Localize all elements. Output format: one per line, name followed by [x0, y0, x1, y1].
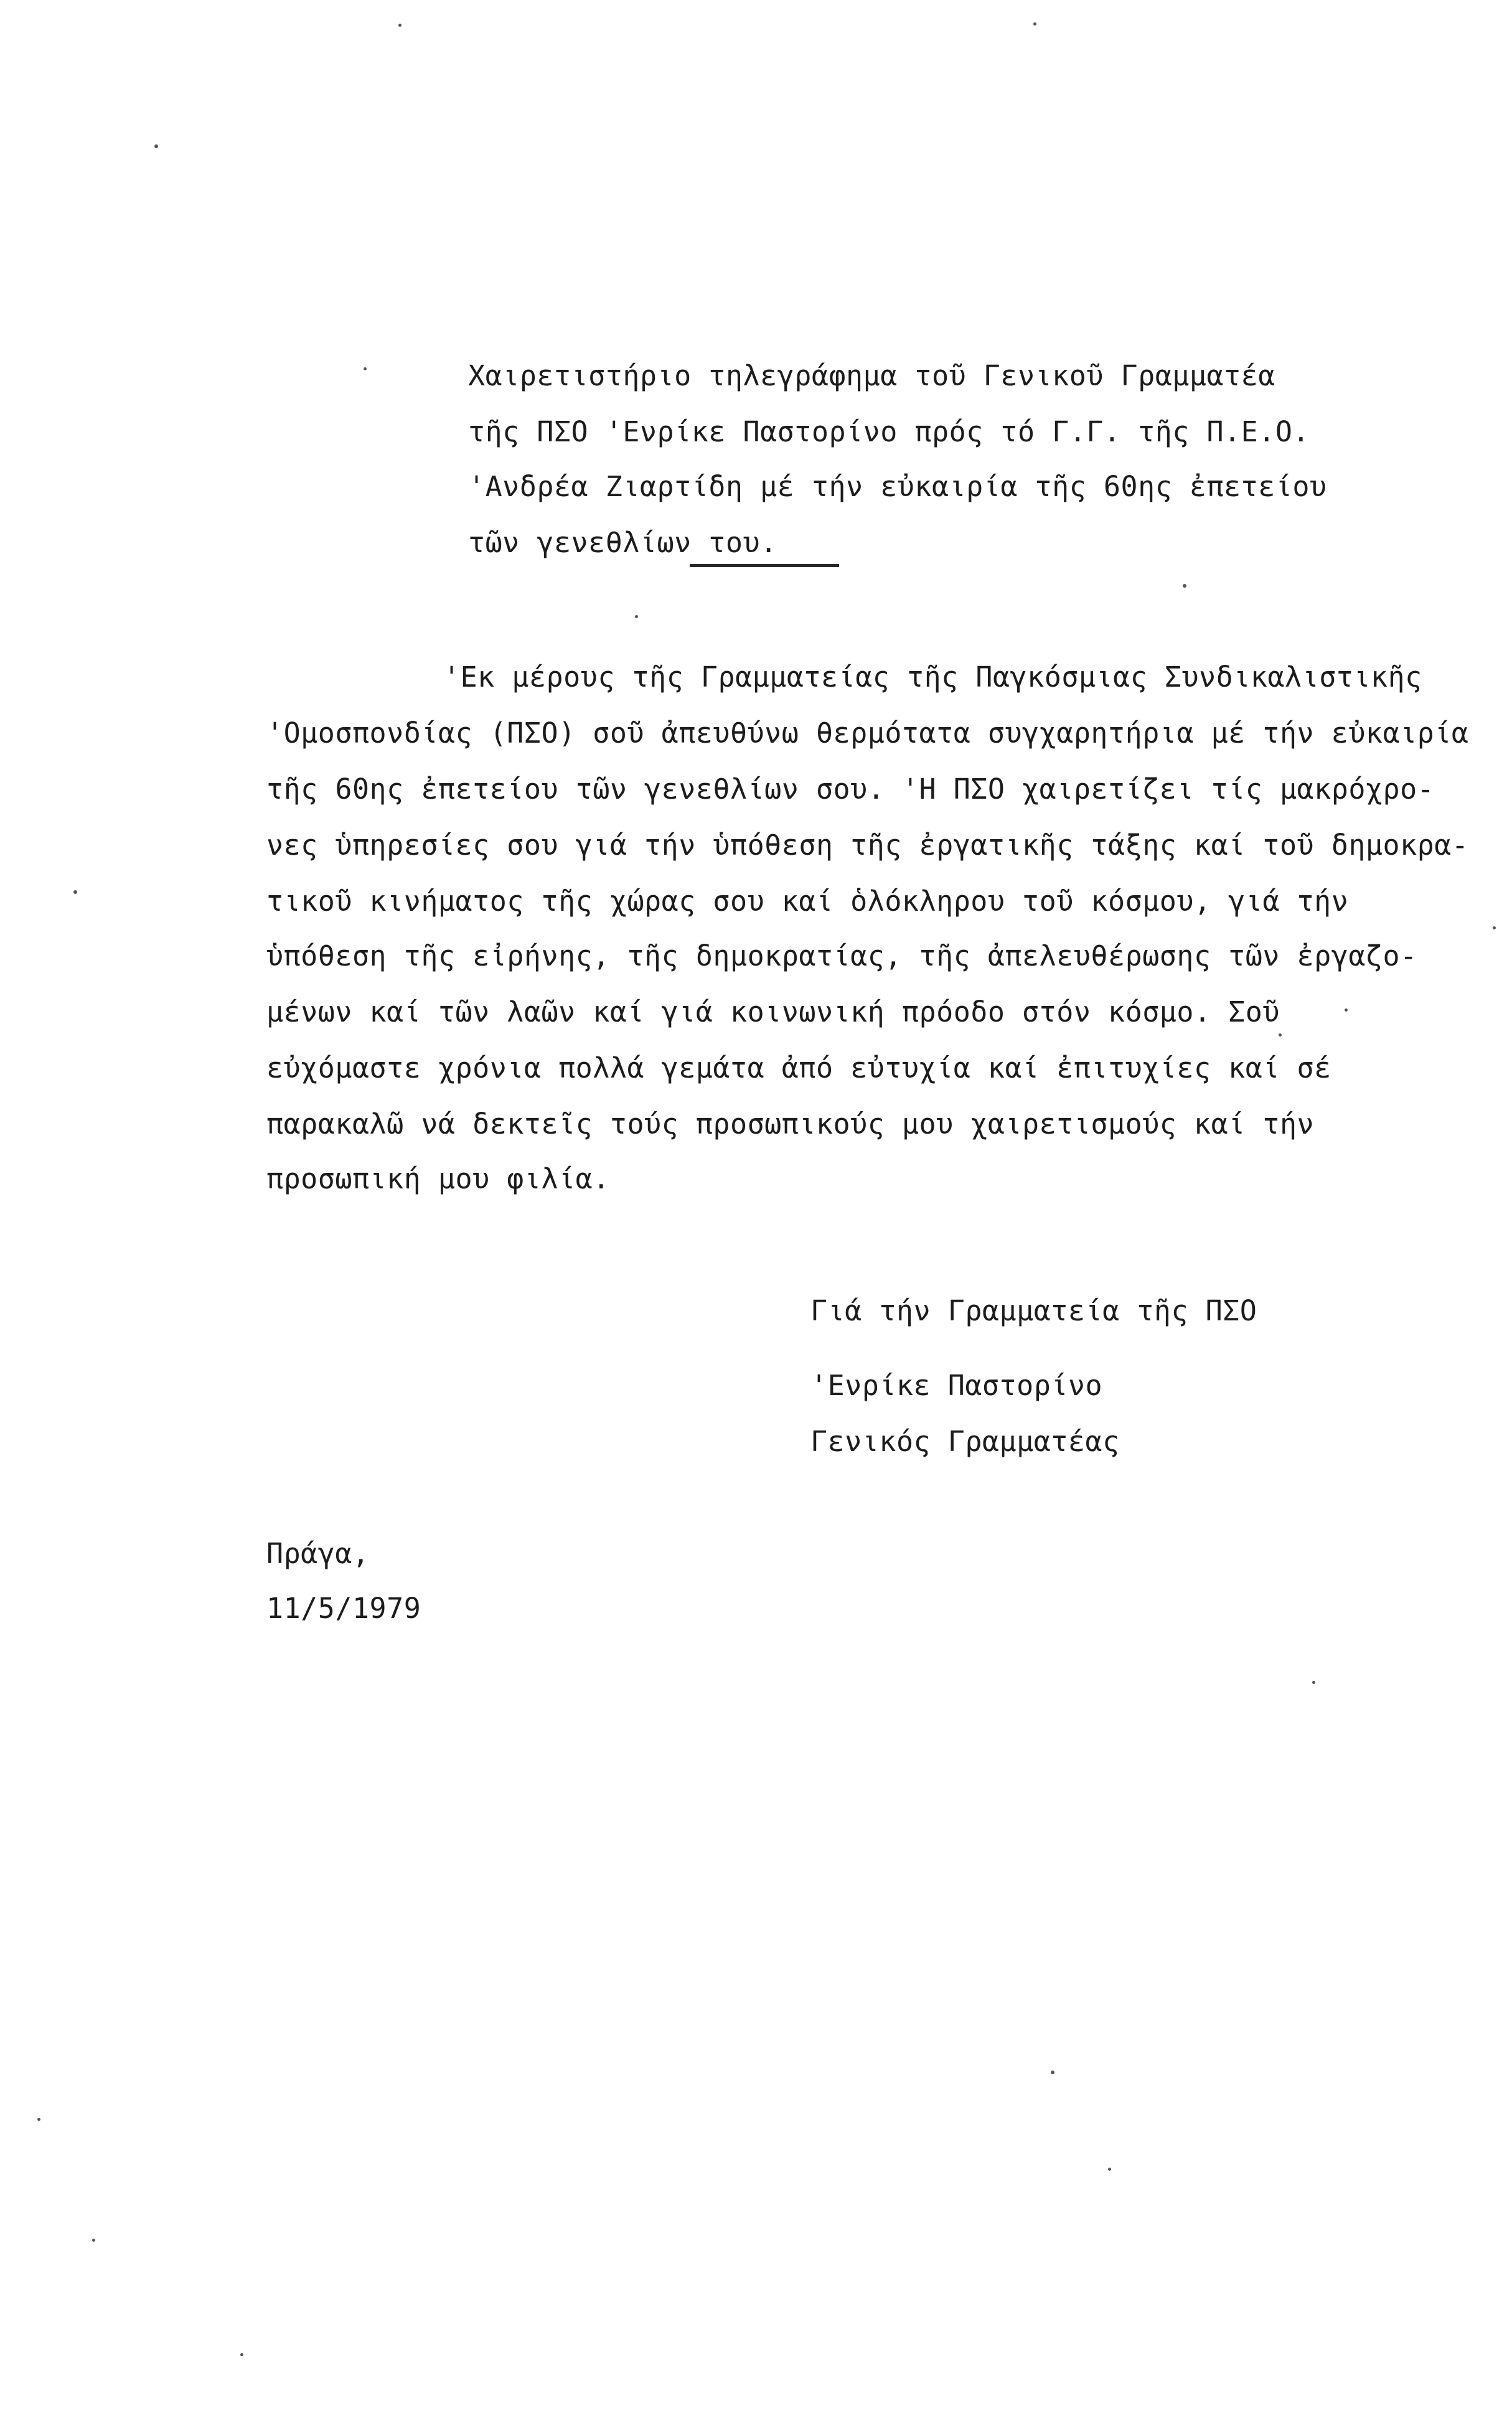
body-line-5: τικοῦ κινήματος τῆς χώρας σου καί ὁλόκληρου τοῦ κόσμου, γιά τήν: [266, 885, 1349, 918]
title-line-4: τῶν γενεθλίων του.: [468, 526, 777, 559]
scan-speck: [37, 2118, 40, 2121]
title-line-2: τῆς ΠΣΟ 'Ενρίκε Παστορίνο πρός τό Γ.Γ. τῆς Π.Ε.Ο.: [468, 415, 1310, 448]
scan-speck: [1108, 2168, 1111, 2171]
title-line-1: Χαιρετιστήριο τηλεγράφημα τοῦ Γενικοῦ Γραμματέα: [468, 359, 1275, 392]
scan-speck: [1493, 926, 1496, 929]
body-line-3: τῆς 60ης ἐπετείου τῶν γενεθλίων σου. 'Η ΠΣΟ χαιρετίζει τίς μακρόχρο-: [266, 773, 1435, 806]
scan-speck: [635, 615, 638, 618]
body-line-10: προσωπική μου φιλία.: [266, 1162, 610, 1195]
place-text: Πράγα,: [266, 1537, 370, 1570]
title-line-3: 'Ανδρέα Ζιαρτίδη μέ τήν εὐκαιρία τῆς 60ης ἐπετείου: [468, 470, 1327, 503]
scan-speck: [364, 367, 367, 370]
signature-name: 'Ενρίκε Παστορίνο: [810, 1369, 1103, 1402]
scan-speck: [1312, 1681, 1315, 1684]
scan-speck: [92, 2239, 95, 2242]
body-line-4: νες ὑπηρεσίες σου γιά τήν ὑπόθεση τῆς ἐργατικῆς τάξης καί τοῦ δημοκρα-: [266, 829, 1469, 862]
date-text: 11/5/1979: [266, 1592, 421, 1625]
scan-speck: [240, 2353, 243, 2356]
body-line-7: μένων καί τῶν λαῶν καί γιά κοινωνική πρόοδο στόν κόσμο. Σοῦ: [266, 995, 1280, 1028]
signature-role: Γενικός Γραμματέας: [810, 1425, 1120, 1458]
scan-speck: [154, 144, 158, 148]
body-line-9: παρακαλῶ νά δεκτεῖς τούς προσωπικούς μου χαιρετισμούς καί τήν: [266, 1107, 1315, 1140]
scan-speck: [1345, 1008, 1348, 1012]
signature-on-behalf: Γιά τήν Γραμματεία τῆς ΠΣΟ: [810, 1294, 1257, 1327]
scan-speck: [398, 24, 401, 27]
scan-speck: [1033, 22, 1036, 26]
body-line-8: εὐχόμαστε χρόνια πολλά γεμάτα ἀπό εὐτυχία καί ἐπιτυχίες καί σέ: [266, 1051, 1331, 1084]
scan-speck: [1183, 584, 1186, 588]
body-line-6: ὑπόθεση τῆς εἰρήνης, τῆς δημοκρατίας, τῆς ἀπελευθέρωσης τῶν ἐργαζο-: [266, 939, 1417, 972]
body-line-1: 'Εκ μέρους τῆς Γραμματείας τῆς Παγκόσμιας Συνδικαλιστικῆς: [443, 661, 1422, 693]
title-underline: [690, 564, 839, 567]
body-line-2: 'Ομοσπονδίας (ΠΣΟ) σοῦ ἀπευθύνω θερμότατα συγχαρητήρια μέ τήν εὐκαιρία: [266, 717, 1469, 750]
scan-speck: [73, 890, 77, 894]
scan-speck: [1279, 1033, 1282, 1037]
scan-speck: [1051, 2071, 1054, 2074]
